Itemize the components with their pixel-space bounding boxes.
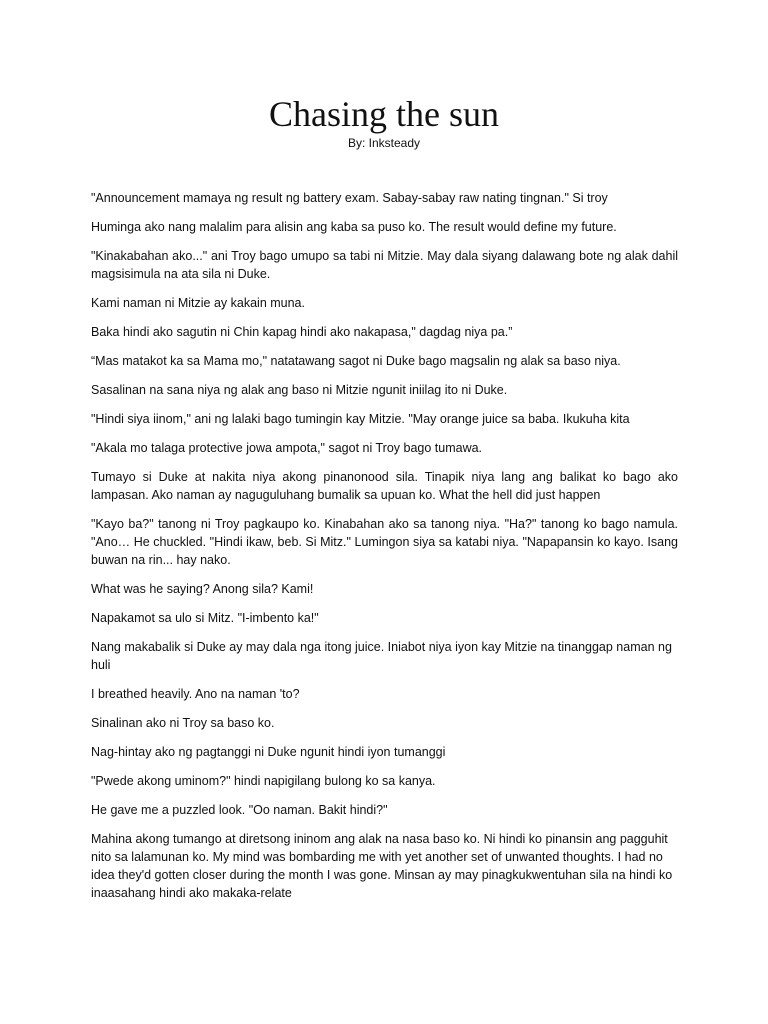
paragraph: Baka hindi ako sagutin ni Chin kapag hindi ako nakapasa," dagdag niya pa.” xyxy=(91,325,513,339)
paragraph: Napakamot sa ulo si Mitz. "I-imbento ka!" xyxy=(91,611,319,625)
paragraph: "Hindi siya iinom," ani ng lalaki bago tumingin kay Mitzie. "May orange juice sa baba. Ikukuha kita xyxy=(91,412,630,426)
paragraph: Sasalinan na sana niya ng alak ang baso ni Mitzie ngunit iniilag ito ni Duke. xyxy=(91,383,508,397)
paragraph: "Kayo ba?" tanong ni Troy pagkaupo ko. Kinabahan ako sa tanong niya. "Ha?" tanong ko bago namula. "Ano… He chuckled. "Hindi ikaw, beb. Si Mitz." Lumingon siya sa katabi niya. "Napapansin ko kayo. Isang buwan na rin... hay nako. xyxy=(91,517,678,567)
story-body xyxy=(91,189,678,913)
paragraph: Mahina akong tumango at diretsong ininom ang alak na nasa baso ko. Ni hindi ko pinansin ang pagguhit nito sa lalamunan ko. My mind was bombarding me with yet another set of unwanted thoughts. I had no idea they'd gotten closer during the month I was gone. Minsan ay may pinagkukwentuhan sila na hindi ko inaasahang hindi ako makaka-relate xyxy=(91,832,673,900)
paragraph: Sinalinan ako ni Troy sa baso ko. xyxy=(91,716,275,730)
paragraph: "Akala mo talaga protective jowa ampota," sagot ni Troy bago tumawa. xyxy=(91,441,483,455)
paragraph: Huminga ako nang malalim para alisin ang kaba sa puso ko. The result would define my future. xyxy=(91,220,617,234)
paragraph: He gave me a puzzled look. "Oo naman. Bakit hindi?" xyxy=(91,803,388,817)
paragraph: "Announcement mamaya ng result ng battery exam. Sabay-sabay raw nating tingnan." Si troy xyxy=(91,191,608,205)
paragraph: "Pwede akong uminom?" hindi napigilang bulong ko sa kanya. xyxy=(91,774,436,788)
paragraph: Tumayo si Duke at nakita niya akong pinanonood sila. Tinapik niya lang ang balikat ko bago ako lampasan. Ako naman ay naguguluhang bumalik sa upuan ko. What the hell did just happen xyxy=(91,470,678,502)
author-byline: By: Inksteady xyxy=(347,136,421,150)
paragraph: Kami naman ni Mitzie ay kakain muna. xyxy=(91,296,305,310)
paragraph: “Mas matakot ka sa Mama mo," natatawang sagot ni Duke bago magsalin ng alak sa baso niya. xyxy=(91,354,621,368)
paragraph: I breathed heavily. Ano na naman 'to? xyxy=(91,687,300,701)
paragraph: Nag-hintay ako ng pagtanggi ni Duke ngunit hindi iyon tumanggi xyxy=(91,745,446,759)
paragraph: "Kinakabahan ako..." ani Troy bago umupo sa tabi ni Mitzie. May dala siyang dalawang bote ng alak dahil magsisimula na ata sila ni Duke. xyxy=(91,249,678,281)
paragraph: Nang makabalik si Duke ay may dala nga itong juice. Iniabot niya iyon kay Mitzie na tinanggap naman ng huli xyxy=(91,640,672,672)
paragraph: What was he saying? Anong sila? Kami! xyxy=(91,582,314,596)
document-title: Chasing the sun xyxy=(269,94,499,134)
